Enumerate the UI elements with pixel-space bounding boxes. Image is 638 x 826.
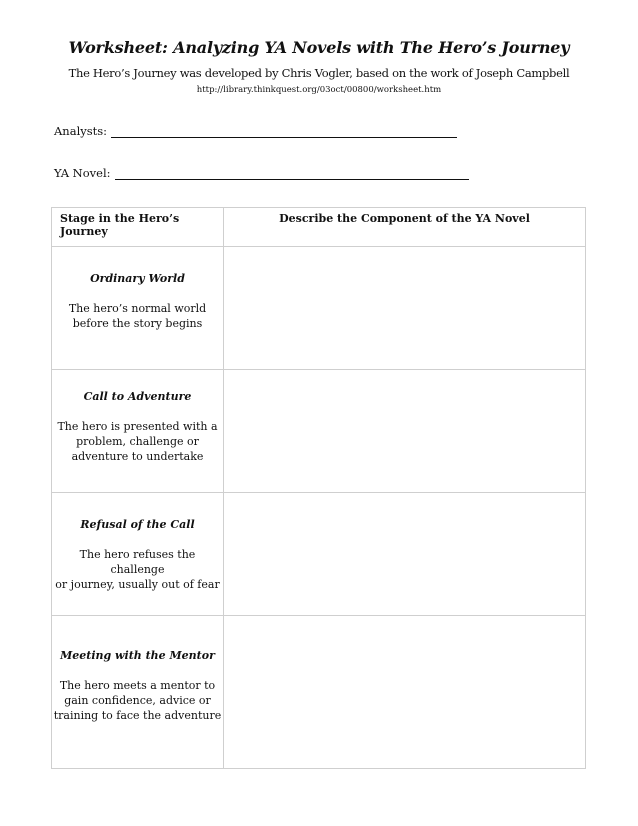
novel-field: [54, 166, 469, 180]
stage-name: Ordinary World: [90, 272, 185, 285]
stage-description-line: or journey, usually out of fear: [55, 578, 220, 591]
column-header-stage: Stage in the Hero’s Journey: [52, 208, 224, 247]
table-row: [52, 616, 586, 769]
stage-cell: [52, 247, 224, 370]
table-row: [52, 247, 586, 370]
stage-description-line: adventure to undertake: [71, 450, 204, 463]
heros-journey-table: [51, 207, 586, 769]
stage-description-line: The hero meets a mentor to: [59, 679, 216, 692]
subtitle: The Hero’s Journey was developed by Chris Vogler, based on the work of Joseph Campbell: [68, 66, 570, 80]
stage-name: Refusal of the Call: [80, 518, 195, 531]
novel-blank-line[interactable]: [115, 167, 469, 180]
describe-cell[interactable]: [224, 493, 586, 616]
stage-description-line: problem, challenge or: [76, 435, 199, 448]
describe-cell[interactable]: [224, 616, 586, 769]
table-header-row: [52, 208, 586, 247]
column-header-describe: Describe the Component of the YA Novel: [224, 208, 586, 247]
analysts-label: Analysts:: [54, 124, 108, 138]
stage-cell: [52, 616, 224, 769]
novel-label: YA Novel:: [54, 166, 111, 180]
describe-cell[interactable]: [224, 247, 586, 370]
stage-description-line: before the story begins: [72, 317, 203, 330]
source-url: http://library.thinkquest.org/03oct/00800/worksheet.htm: [196, 85, 442, 95]
analysts-field: [54, 124, 457, 138]
stage-cell: [52, 493, 224, 616]
stage-description-line: training to face the adventure: [53, 709, 222, 722]
page-title: Worksheet: Analyzing YA Novels with The Hero’s Journey: [68, 38, 570, 57]
stage-description-line: The hero is presented with a: [57, 420, 218, 433]
stage-cell: [52, 370, 224, 493]
stage-name: Call to Adventure: [83, 390, 192, 403]
describe-cell[interactable]: [224, 370, 586, 493]
stage-description-line: gain confidence, advice or: [64, 694, 211, 707]
stage-name: Meeting with the Mentor: [60, 649, 215, 662]
table-row: [52, 493, 586, 616]
table-row: [52, 370, 586, 493]
analysts-blank-line[interactable]: [111, 125, 457, 138]
stage-description-line: The hero refuses the challenge: [79, 548, 196, 576]
stage-description-line: The hero’s normal world: [68, 302, 207, 315]
